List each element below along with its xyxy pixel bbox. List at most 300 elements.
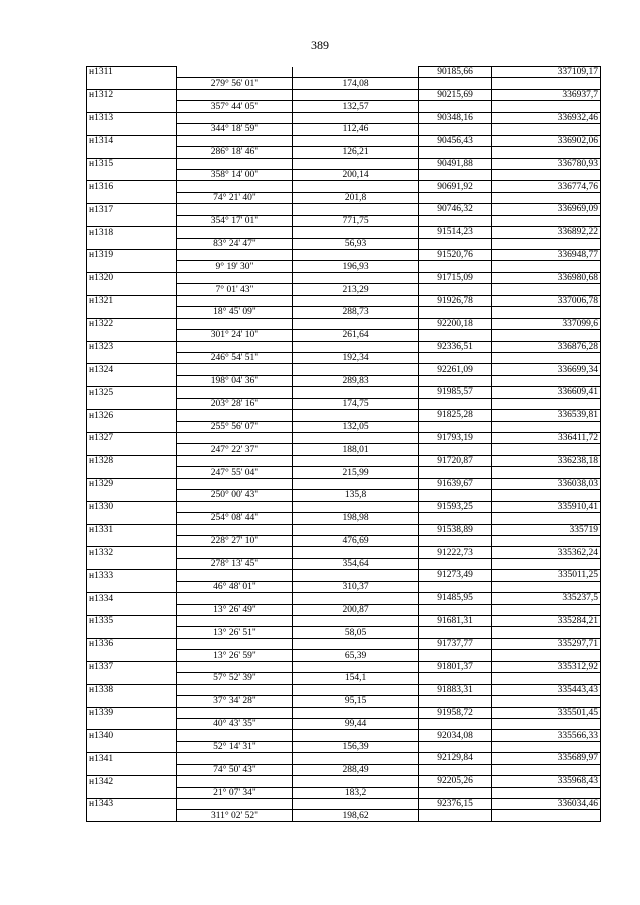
point-name-empty	[87, 375, 177, 386]
distance-cell-empty	[293, 616, 419, 627]
x-coordinate-empty	[419, 444, 492, 455]
segment-length: 174,08	[293, 78, 419, 89]
point-name: н1342	[87, 776, 177, 787]
x-coordinate: 91883,31	[419, 684, 492, 695]
point-name: н1319	[87, 250, 177, 261]
segment-row	[87, 169, 601, 180]
point-name: н1334	[87, 593, 177, 604]
x-coordinate-empty	[419, 398, 492, 409]
direction-angle: 13° 26' 49"	[177, 604, 293, 615]
y-coordinate-empty	[492, 101, 601, 112]
distance-cell-empty	[293, 661, 419, 672]
point-row	[87, 227, 601, 238]
segment-length: 132,05	[293, 421, 419, 432]
point-name-empty	[87, 810, 177, 821]
page-number: 389	[311, 38, 329, 52]
x-coordinate-empty	[419, 147, 492, 158]
x-coordinate-empty	[419, 810, 492, 821]
point-name-empty	[87, 696, 177, 707]
x-coordinate-empty	[419, 627, 492, 638]
x-coordinate-empty	[419, 581, 492, 592]
y-coordinate: 336937,7	[492, 89, 601, 100]
angle-cell-empty	[177, 318, 293, 329]
segment-row	[87, 467, 601, 478]
y-coordinate: 336902,06	[492, 135, 601, 146]
y-coordinate: 335566,33	[492, 730, 601, 741]
segment-length: 99,44	[293, 718, 419, 729]
segment-row	[87, 421, 601, 432]
x-coordinate: 90491,88	[419, 158, 492, 169]
segment-row	[87, 604, 601, 615]
point-row	[87, 364, 601, 375]
y-coordinate-empty	[492, 558, 601, 569]
x-coordinate: 91985,57	[419, 387, 492, 398]
segment-row	[87, 398, 601, 409]
segment-row	[87, 101, 601, 112]
angle-cell-empty	[177, 158, 293, 169]
y-coordinate-empty	[492, 696, 601, 707]
angle-cell-empty	[177, 799, 293, 810]
point-row	[87, 638, 601, 649]
direction-angle: 7° 01' 43"	[177, 284, 293, 295]
angle-cell-empty	[177, 250, 293, 261]
point-name: н1325	[87, 387, 177, 398]
y-coordinate: 336774,76	[492, 181, 601, 192]
segment-row	[87, 124, 601, 135]
angle-cell-empty	[177, 570, 293, 581]
angle-cell-empty	[177, 776, 293, 787]
y-coordinate-empty	[492, 810, 601, 821]
point-row	[87, 455, 601, 466]
y-coordinate-empty	[492, 787, 601, 798]
distance-cell-empty	[293, 776, 419, 787]
point-row	[87, 89, 601, 100]
distance-cell-empty	[293, 501, 419, 512]
point-row	[87, 433, 601, 444]
point-row	[87, 272, 601, 283]
distance-cell-empty	[293, 112, 419, 123]
angle-cell-empty	[177, 67, 293, 78]
segment-row	[87, 284, 601, 295]
point-name: н1335	[87, 616, 177, 627]
y-coordinate-empty	[492, 490, 601, 501]
y-coordinate-empty	[492, 627, 601, 638]
angle-cell-empty	[177, 638, 293, 649]
segment-length: 354,64	[293, 558, 419, 569]
point-row	[87, 753, 601, 764]
y-coordinate-empty	[492, 284, 601, 295]
segment-row	[87, 261, 601, 272]
distance-cell-empty	[293, 227, 419, 238]
point-name: н1321	[87, 295, 177, 306]
x-coordinate-empty	[419, 421, 492, 432]
angle-cell-empty	[177, 272, 293, 283]
y-coordinate-empty	[492, 535, 601, 546]
point-row	[87, 799, 601, 810]
point-name-empty	[87, 673, 177, 684]
x-coordinate-empty	[419, 696, 492, 707]
x-coordinate-empty	[419, 490, 492, 501]
point-name-empty	[87, 284, 177, 295]
y-coordinate: 335362,24	[492, 547, 601, 558]
x-coordinate: 92261,09	[419, 364, 492, 375]
point-row	[87, 204, 601, 215]
x-coordinate-empty	[419, 513, 492, 524]
point-row	[87, 387, 601, 398]
direction-angle: 52° 14' 31"	[177, 741, 293, 752]
point-name-empty	[87, 604, 177, 615]
y-coordinate-empty	[492, 261, 601, 272]
segment-length: 56,93	[293, 238, 419, 249]
segment-row	[87, 513, 601, 524]
angle-cell-empty	[177, 707, 293, 718]
y-coordinate: 335312,92	[492, 661, 601, 672]
segment-length: 112,46	[293, 124, 419, 135]
y-coordinate: 335910,41	[492, 501, 601, 512]
x-coordinate-empty	[419, 169, 492, 180]
x-coordinate: 92336,51	[419, 341, 492, 352]
x-coordinate: 91801,37	[419, 661, 492, 672]
angle-cell-empty	[177, 684, 293, 695]
y-coordinate: 336969,09	[492, 204, 601, 215]
direction-angle: 203° 28' 16"	[177, 398, 293, 409]
point-row	[87, 501, 601, 512]
y-coordinate: 336892,22	[492, 227, 601, 238]
x-coordinate-empty	[419, 261, 492, 272]
point-row	[87, 112, 601, 123]
segment-length: 310,37	[293, 581, 419, 592]
point-name: н1339	[87, 707, 177, 718]
y-coordinate-empty	[492, 78, 601, 89]
point-name: н1317	[87, 204, 177, 215]
coordinates-table-body	[87, 67, 601, 822]
point-row	[87, 684, 601, 695]
point-name-empty	[87, 192, 177, 203]
x-coordinate-empty	[419, 673, 492, 684]
point-name-empty	[87, 101, 177, 112]
point-name: н1324	[87, 364, 177, 375]
segment-length: 95,15	[293, 696, 419, 707]
point-name-empty	[87, 124, 177, 135]
x-coordinate: 92129,84	[419, 753, 492, 764]
x-coordinate: 91639,67	[419, 478, 492, 489]
direction-angle: 278° 13' 45"	[177, 558, 293, 569]
segment-length: 126,21	[293, 147, 419, 158]
segment-row	[87, 696, 601, 707]
distance-cell-empty	[293, 570, 419, 581]
x-coordinate: 91222,73	[419, 547, 492, 558]
point-row	[87, 318, 601, 329]
point-row	[87, 67, 601, 78]
segment-length: 156,39	[293, 741, 419, 752]
x-coordinate: 92034,08	[419, 730, 492, 741]
y-coordinate-empty	[492, 513, 601, 524]
point-name: н1314	[87, 135, 177, 146]
y-coordinate: 336238,18	[492, 455, 601, 466]
point-name-empty	[87, 169, 177, 180]
y-coordinate-empty	[492, 444, 601, 455]
distance-cell-empty	[293, 250, 419, 261]
y-coordinate: 335237,5	[492, 593, 601, 604]
segment-length: 65,39	[293, 650, 419, 661]
direction-angle: 74° 21' 40"	[177, 192, 293, 203]
point-row	[87, 250, 601, 261]
y-coordinate: 335719	[492, 524, 601, 535]
segment-length: 200,14	[293, 169, 419, 180]
segment-length: 198,98	[293, 513, 419, 524]
segment-length: 288,49	[293, 764, 419, 775]
angle-cell-empty	[177, 135, 293, 146]
point-name-empty	[87, 627, 177, 638]
y-coordinate-empty	[492, 169, 601, 180]
x-coordinate: 91793,19	[419, 433, 492, 444]
x-coordinate-empty	[419, 558, 492, 569]
distance-cell-empty	[293, 410, 419, 421]
x-coordinate-empty	[419, 467, 492, 478]
point-name: н1327	[87, 433, 177, 444]
x-coordinate-empty	[419, 330, 492, 341]
y-coordinate-empty	[492, 764, 601, 775]
x-coordinate-empty	[419, 535, 492, 546]
y-coordinate: 335297,71	[492, 638, 601, 649]
x-coordinate: 91715,09	[419, 272, 492, 283]
point-name: н1343	[87, 799, 177, 810]
segment-row	[87, 673, 601, 684]
x-coordinate: 90691,92	[419, 181, 492, 192]
point-name: н1336	[87, 638, 177, 649]
y-coordinate-empty	[492, 124, 601, 135]
point-row	[87, 730, 601, 741]
point-row	[87, 707, 601, 718]
y-coordinate-empty	[492, 421, 601, 432]
point-row	[87, 295, 601, 306]
y-coordinate: 336980,68	[492, 272, 601, 283]
angle-cell-empty	[177, 433, 293, 444]
y-coordinate-empty	[492, 650, 601, 661]
direction-angle: 37° 34' 28"	[177, 696, 293, 707]
segment-row	[87, 490, 601, 501]
x-coordinate: 91520,76	[419, 250, 492, 261]
direction-angle: 83° 24' 47"	[177, 238, 293, 249]
point-name: н1313	[87, 112, 177, 123]
x-coordinate: 91514,23	[419, 227, 492, 238]
point-row	[87, 616, 601, 627]
y-coordinate: 336038,03	[492, 478, 601, 489]
distance-cell-empty	[293, 753, 419, 764]
x-coordinate-empty	[419, 307, 492, 318]
y-coordinate-empty	[492, 192, 601, 203]
y-coordinate-empty	[492, 375, 601, 386]
x-coordinate-empty	[419, 741, 492, 752]
point-name-empty	[87, 444, 177, 455]
segment-row	[87, 558, 601, 569]
point-name-empty	[87, 261, 177, 272]
segment-row	[87, 375, 601, 386]
y-coordinate: 335011,25	[492, 570, 601, 581]
segment-row	[87, 787, 601, 798]
y-coordinate: 335284,21	[492, 616, 601, 627]
x-coordinate: 91593,25	[419, 501, 492, 512]
y-coordinate: 335689,97	[492, 753, 601, 764]
angle-cell-empty	[177, 227, 293, 238]
angle-cell-empty	[177, 112, 293, 123]
direction-angle: 13° 26' 51"	[177, 627, 293, 638]
y-coordinate: 336876,28	[492, 341, 601, 352]
point-name: н1322	[87, 318, 177, 329]
distance-cell-empty	[293, 181, 419, 192]
segment-row	[87, 741, 601, 752]
distance-cell-empty	[293, 799, 419, 810]
point-name-empty	[87, 581, 177, 592]
point-name-empty	[87, 741, 177, 752]
segment-length: 288,73	[293, 307, 419, 318]
x-coordinate: 91825,28	[419, 410, 492, 421]
segment-row	[87, 535, 601, 546]
angle-cell-empty	[177, 387, 293, 398]
x-coordinate-empty	[419, 192, 492, 203]
distance-cell-empty	[293, 67, 419, 78]
segment-length: 183,2	[293, 787, 419, 798]
segment-length: 771,75	[293, 215, 419, 226]
x-coordinate: 91681,31	[419, 616, 492, 627]
angle-cell-empty	[177, 593, 293, 604]
direction-angle: 13° 26' 59"	[177, 650, 293, 661]
x-coordinate: 90456,43	[419, 135, 492, 146]
y-coordinate: 335968,43	[492, 776, 601, 787]
direction-angle: 344° 18' 59"	[177, 124, 293, 135]
direction-angle: 57° 52' 39"	[177, 673, 293, 684]
segment-length: 188,01	[293, 444, 419, 455]
segment-row	[87, 78, 601, 89]
direction-angle: 40° 43' 35"	[177, 718, 293, 729]
x-coordinate-empty	[419, 650, 492, 661]
x-coordinate: 90746,32	[419, 204, 492, 215]
direction-angle: 286° 18' 46"	[177, 147, 293, 158]
point-name: н1320	[87, 272, 177, 283]
x-coordinate-empty	[419, 101, 492, 112]
x-coordinate: 91958,72	[419, 707, 492, 718]
direction-angle: 301° 24' 10"	[177, 330, 293, 341]
point-row	[87, 410, 601, 421]
y-coordinate: 336411,72	[492, 433, 601, 444]
segment-row	[87, 650, 601, 661]
y-coordinate-empty	[492, 581, 601, 592]
point-name: н1311	[87, 67, 177, 78]
point-name-empty	[87, 421, 177, 432]
distance-cell-empty	[293, 89, 419, 100]
point-name-empty	[87, 558, 177, 569]
y-coordinate-empty	[492, 352, 601, 363]
direction-angle: 198° 04' 36"	[177, 375, 293, 386]
point-name-empty	[87, 764, 177, 775]
segment-length: 198,62	[293, 810, 419, 821]
angle-cell-empty	[177, 501, 293, 512]
y-coordinate-empty	[492, 147, 601, 158]
segment-length: 192,34	[293, 352, 419, 363]
point-name-empty	[87, 490, 177, 501]
x-coordinate-empty	[419, 764, 492, 775]
segment-length: 196,93	[293, 261, 419, 272]
segment-length: 200,87	[293, 604, 419, 615]
distance-cell-empty	[293, 135, 419, 146]
direction-angle: 247° 22' 37"	[177, 444, 293, 455]
point-name-empty	[87, 238, 177, 249]
point-name-empty	[87, 513, 177, 524]
x-coordinate: 92376,15	[419, 799, 492, 810]
point-name-empty	[87, 330, 177, 341]
y-coordinate-empty	[492, 467, 601, 478]
x-coordinate: 91485,95	[419, 593, 492, 604]
point-name: н1340	[87, 730, 177, 741]
segment-length: 476,69	[293, 535, 419, 546]
point-name-empty	[87, 787, 177, 798]
segment-length: 215,99	[293, 467, 419, 478]
segment-row	[87, 764, 601, 775]
segment-length: 132,57	[293, 101, 419, 112]
y-coordinate-empty	[492, 673, 601, 684]
angle-cell-empty	[177, 616, 293, 627]
x-coordinate-empty	[419, 238, 492, 249]
point-row	[87, 547, 601, 558]
point-row	[87, 181, 601, 192]
direction-angle: 279° 56' 01"	[177, 78, 293, 89]
x-coordinate: 91273,49	[419, 570, 492, 581]
distance-cell-empty	[293, 295, 419, 306]
direction-angle: 46° 48' 01"	[177, 581, 293, 592]
point-row	[87, 570, 601, 581]
angle-cell-empty	[177, 364, 293, 375]
distance-cell-empty	[293, 433, 419, 444]
direction-angle: 18° 45' 09"	[177, 307, 293, 318]
segment-length: 201,8	[293, 192, 419, 203]
segment-row	[87, 718, 601, 729]
y-coordinate-empty	[492, 307, 601, 318]
distance-cell-empty	[293, 593, 419, 604]
x-coordinate: 91737,77	[419, 638, 492, 649]
point-name: н1337	[87, 661, 177, 672]
segment-length: 58,05	[293, 627, 419, 638]
point-name: н1332	[87, 547, 177, 558]
y-coordinate: 336780,93	[492, 158, 601, 169]
direction-angle: 74° 50' 43"	[177, 764, 293, 775]
point-name-empty	[87, 467, 177, 478]
x-coordinate: 91538,89	[419, 524, 492, 535]
segment-row	[87, 330, 601, 341]
direction-angle: 21° 07' 34"	[177, 787, 293, 798]
point-name: н1328	[87, 455, 177, 466]
x-coordinate: 90348,16	[419, 112, 492, 123]
point-name-empty	[87, 352, 177, 363]
segment-row	[87, 810, 601, 821]
y-coordinate: 336932,46	[492, 112, 601, 123]
point-name: н1312	[87, 89, 177, 100]
segment-row	[87, 627, 601, 638]
x-coordinate-empty	[419, 78, 492, 89]
point-name: н1318	[87, 227, 177, 238]
distance-cell-empty	[293, 730, 419, 741]
point-row	[87, 593, 601, 604]
point-name: н1331	[87, 524, 177, 535]
point-row	[87, 524, 601, 535]
y-coordinate: 336539,81	[492, 410, 601, 421]
angle-cell-empty	[177, 181, 293, 192]
angle-cell-empty	[177, 410, 293, 421]
y-coordinate-empty	[492, 215, 601, 226]
angle-cell-empty	[177, 547, 293, 558]
distance-cell-empty	[293, 158, 419, 169]
angle-cell-empty	[177, 478, 293, 489]
y-coordinate: 336948,77	[492, 250, 601, 261]
